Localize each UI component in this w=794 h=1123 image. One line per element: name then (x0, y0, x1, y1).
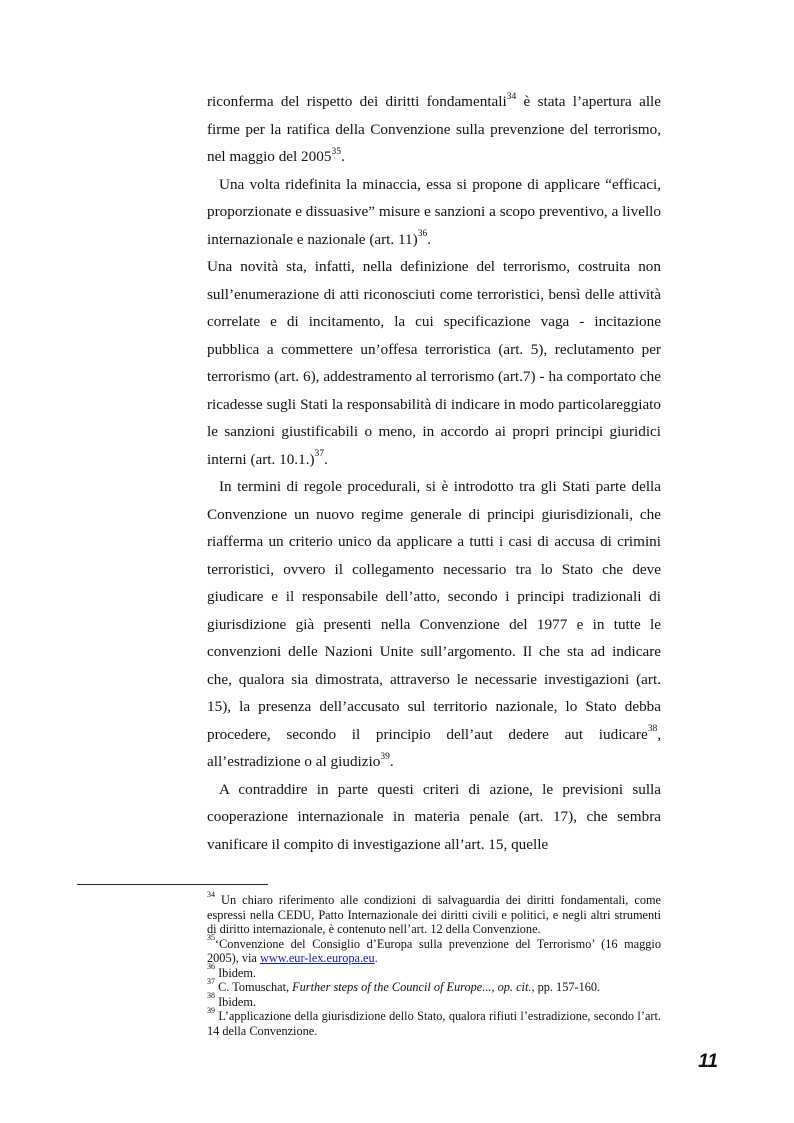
footnote-35: $^{35}$‘Convenzione del Consiglio d’Europa sulla prevenzione del Terrorismo’ (16 maggio 2005), via www.eur-lex.europa.eu. (207, 933, 661, 965)
footnote-ref-35[interactable]: 35 (331, 146, 341, 157)
eur-lex-link[interactable]: www.eur-lex.europa.eu (259, 951, 375, 965)
paragraph-3: Una novità sta, infatti, nella definizione del terrorismo, costruita non sull’enumerazione di atti riconosciuti come terroristici, bensì delle attività correlate e di incitamento, la cui specificazione vaga - incitazione pubblica a commettere un’offesa terroristica (art. 5), reclutamento per terrorismo (art. 6), addestramento al terrorismo (art.7) - ha comportato che ricadesse sugli Stati la responsabilità di indicare in modo particolareggiato le sanzioni giustificabili o meno, in accordo ai propri principi giuridici interni (art. 10.1.)$^{37}$. (207, 258, 661, 468)
footnote-ref-38[interactable]: 38 (647, 724, 658, 735)
paragraph-4: In termini di regole procedurali, si è introdotto tra gli Stati parte della Convenzione un nuovo regime generale di principi giurisdizionali, che riafferma un criterio unico da applicare a tutti i casi di accusa di crimini terroristici, ovvero il collegamento necessario tra lo Stato che deve giudicare e il responsabile dell’atto, secondo i principi tradizionali di giurisdizione già presenti nella Convenzione del 1977 e in tutte le convenzioni delle Nazioni Unite sull’argomento. Il che sta ad indicare che, qualora sia dimostrata, attraverso le necessarie investigazioni (art. 15), la presenza dell’accusato sul territorio nazionale, lo Stato debba procedere, secondo il principio dell’aut dedere aut iudicare$^{38}$, all’estradizione o al giudizio$^{39}$. (207, 478, 661, 770)
footnote-ref-34[interactable]: 34 (506, 91, 517, 102)
main-text (207, 88, 661, 858)
footnote-39: $^{39}$ L’applicazione della giurisdizione dello Stato, qualora rifiuti l’estradizione, secondo l’art. 14 della Convenzione. (207, 1005, 661, 1038)
footnote-ref-36[interactable]: 36 (417, 229, 428, 240)
footnote-37: $^{37}$ C. Tomuschat, Further steps of the Council of Europe..., op. cit., pp. 157-160. (207, 976, 601, 994)
footnote-separator (77, 884, 268, 885)
page-number: 11 (698, 1051, 718, 1072)
paragraph-2: Una volta ridefinita la minaccia, essa si propone di applicare “efficaci, proporzionate e dissuasive” misure e sanzioni a scopo preventivo, a livello internazionale e nazionale (art. 11)$^{36}$. (207, 175, 661, 248)
footnotes (207, 889, 661, 1038)
footnote-38: $^{38}$ Ibidem. (207, 991, 256, 1009)
footnote-ref-39[interactable]: 39 (380, 751, 390, 762)
paragraph-5: A contraddire in parte questi criteri di azione, le previsioni sulla cooperazione internazionale in materia penale (art. 17), che sembra vanificare il compito di investigazione all’art. 15, quelle (207, 780, 661, 853)
footnote-ref-37[interactable]: 37 (314, 449, 325, 460)
footnote-36: $^{36}$ Ibidem. (207, 962, 256, 980)
footnote-34: $^{34}$ Un chiaro riferimento alle condizioni di salvaguardia dei diritti fondamentali, come espressi nella CEDU, Patto Internazionale dei diritti civili e politici, e negli altri strumenti di diritto internazionale, è contenuto nell’art. 12 della Convenzione. (207, 889, 661, 936)
paragraph-1: riconferma del rispetto dei diritti fondamentali$^{34}$ è stata l’apertura alle firme per la ratifica della Convenzione sulla prevenzione del terrorismo, nel maggio del 2005$^{35}$. (207, 91, 662, 165)
